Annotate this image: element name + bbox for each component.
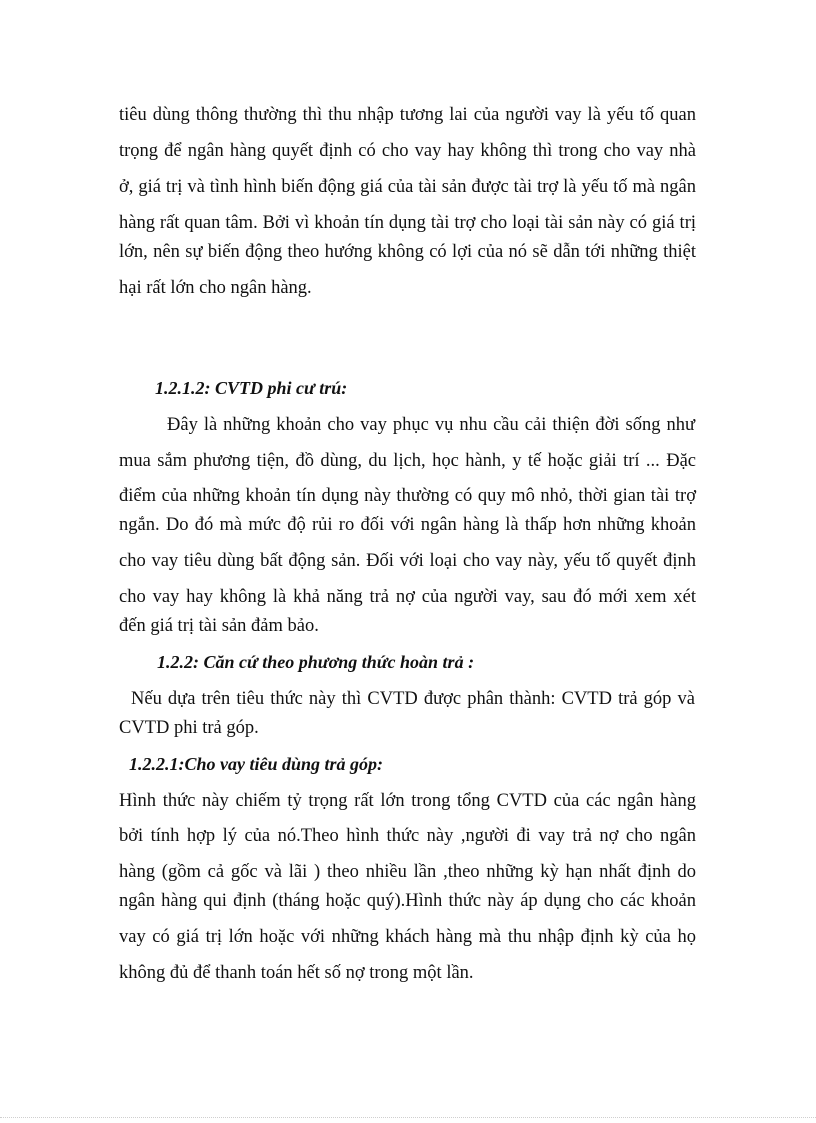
page-bottom-border [0, 1117, 816, 1118]
text-line: cho vay hay không là khả năng trả nợ của người vay, sau đó mới xem xét [119, 587, 696, 607]
text-line: ở, giá trị và tình hình biến động giá của tài sản được tài trợ là yếu tố mà ngân [119, 177, 696, 197]
text-line: mua sắm phương tiện, đồ dùng, du lịch, học hành, y tế hoặc giải trí ... Đặc [119, 451, 696, 471]
text-line: CVTD phi trả góp. [119, 718, 259, 738]
text-line: điểm của những khoản tín dụng này thường có quy mô nhỏ, thời gian tài trợ [119, 486, 696, 506]
text-line: tiêu dùng thông thường thì thu nhập tương lai của người vay là yếu tố quan [119, 105, 696, 125]
text-line: Hình thức này chiếm tỷ trọng rất lớn trong tổng CVTD của các ngân hàng [119, 791, 696, 811]
section-heading: 1.2.2: Căn cứ theo phương thức hoàn trả : [157, 652, 475, 672]
text-line: bởi tính hợp lý của nó.Theo hình thức này ,người đi vay trả nợ cho ngân [119, 826, 696, 846]
text-line: đến giá trị tài sản đảm bảo. [119, 616, 319, 636]
text-line: trọng để ngân hàng quyết định có cho vay hay không thì trong cho vay nhà [119, 141, 696, 161]
text-line: ngân hàng qui định (tháng hoặc quý).Hình thức này áp dụng cho các khoản [119, 891, 696, 911]
text-line: hàng (gồm cả gốc và lãi ) theo nhiều lần ,theo những kỳ hạn nhất định do [119, 862, 696, 882]
text-line: lớn, nên sự biến động theo hướng không có lợi của nó sẽ dẫn tới những thiệt [119, 242, 696, 262]
text-line: Nếu dựa trên tiêu thức này thì CVTD được phân thành: CVTD trả góp và [131, 689, 695, 709]
text-line: hại rất lớn cho ngân hàng. [119, 278, 312, 298]
text-line: ngắn. Do đó mà mức độ rủi ro đối với ngân hàng là thấp hơn những khoản [119, 515, 696, 535]
text-line: không đủ để thanh toán hết số nợ trong một lần. [119, 963, 474, 983]
text-line: cho vay tiêu dùng bất động sản. Đối với loại cho vay này, yếu tố quyết định [119, 551, 696, 571]
text-line: hàng rất quan tâm. Bởi vì khoản tín dụng tài trợ cho loại tài sản này có giá trị [119, 213, 696, 233]
section-heading: 1.2.2.1:Cho vay tiêu dùng trả góp: [129, 754, 384, 774]
text-line: vay có giá trị lớn hoặc với những khách hàng mà thu nhập định kỳ của họ [119, 927, 696, 947]
section-heading: 1.2.1.2: CVTD phi cư trú: [155, 378, 348, 398]
text-line: Đây là những khoản cho vay phục vụ nhu cầu cải thiện đời sống như [167, 415, 695, 435]
